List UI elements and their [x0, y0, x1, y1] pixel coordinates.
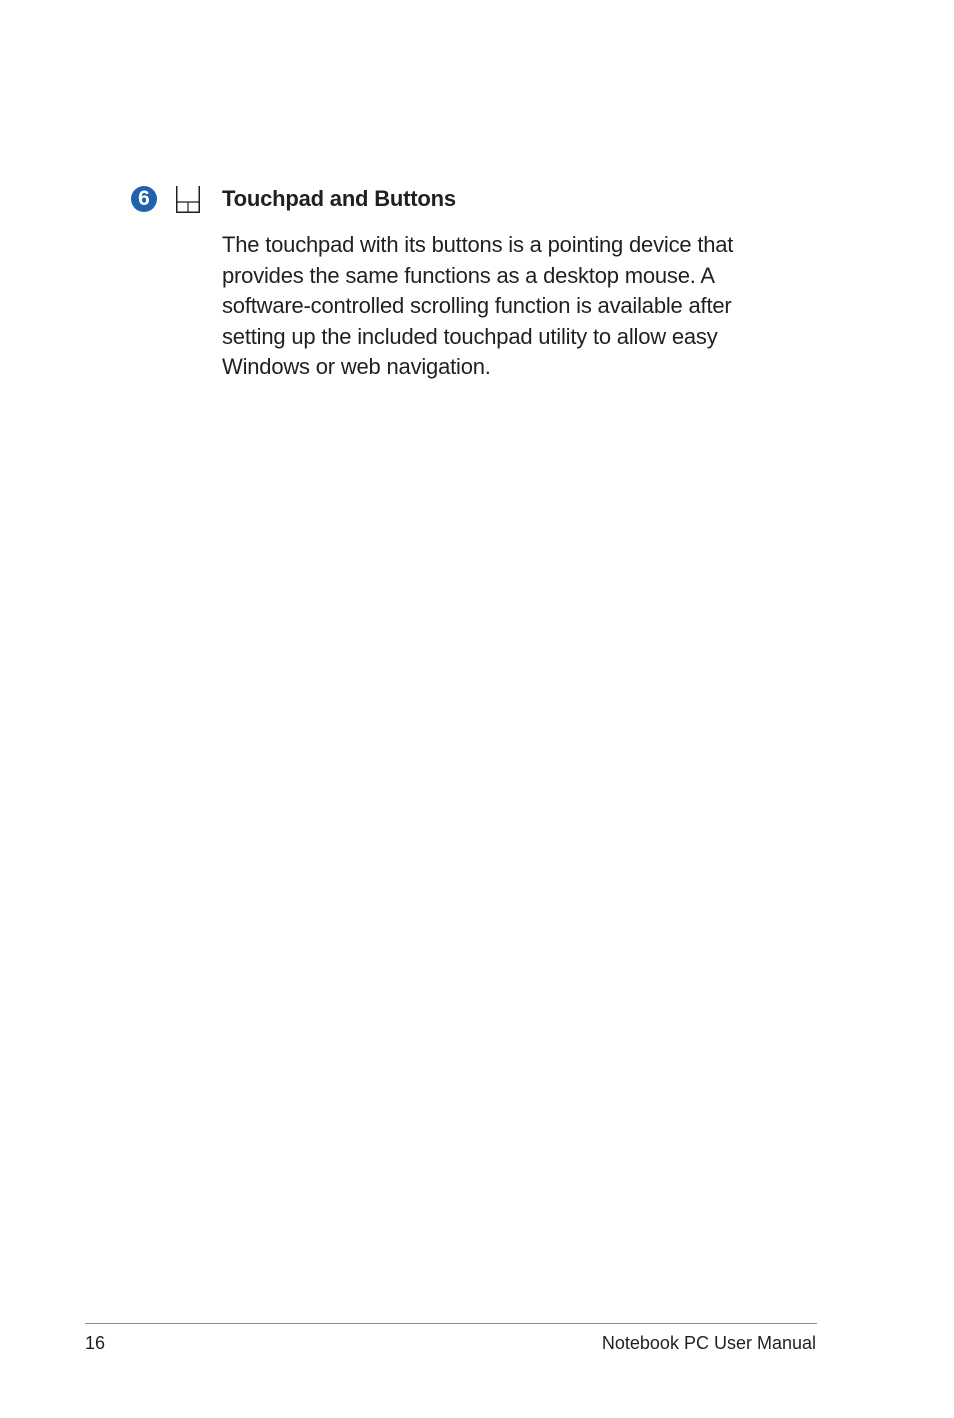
section-number-badge: 6	[131, 186, 157, 212]
manual-title: Notebook PC User Manual	[601, 1333, 816, 1353]
section-title: Touchpad and Buttons	[222, 186, 456, 211]
touchpad-icon	[176, 186, 200, 213]
footer-divider	[85, 1323, 817, 1324]
page-number: 16	[85, 1333, 106, 1353]
section-body: The touchpad with its buttons is a pointing device that provides the same functions as a desktop mouse. A software-controlled scrolling function is available after setting up the included touchpad utility to allow easy Windows or web navigation.	[222, 232, 734, 379]
